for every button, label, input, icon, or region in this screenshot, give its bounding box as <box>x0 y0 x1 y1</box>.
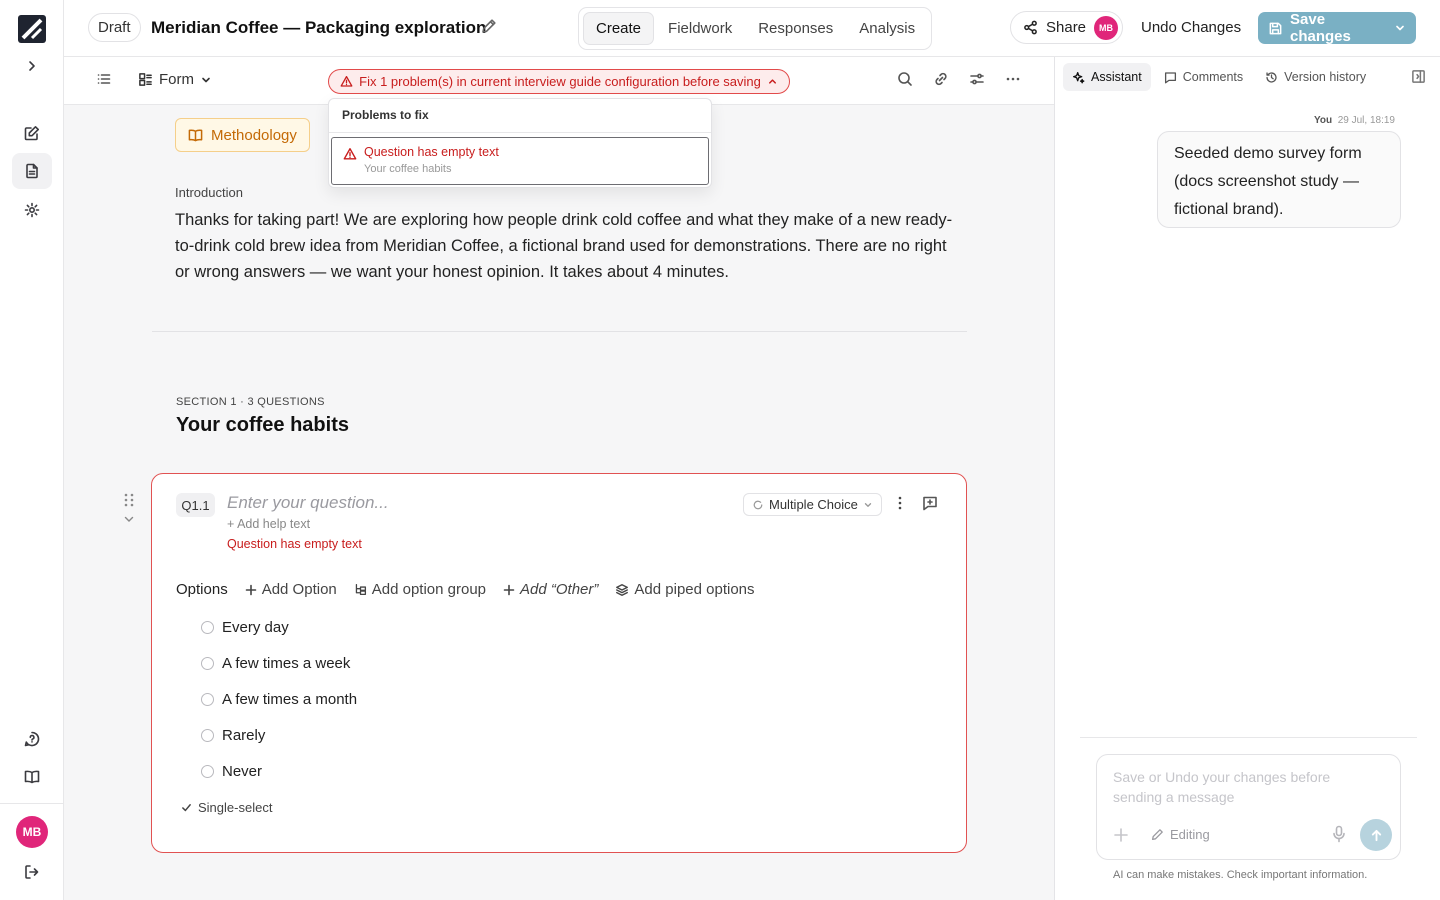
send-button[interactable] <box>1360 819 1392 851</box>
question-type-select[interactable] <box>743 493 882 516</box>
question-menu-icon[interactable] <box>894 495 906 511</box>
tab-assistant[interactable] <box>1063 63 1151 91</box>
warning-icon <box>343 147 357 161</box>
methodology-button[interactable] <box>175 118 310 152</box>
plus-icon <box>503 584 515 596</box>
view-selector-label: Form <box>159 71 194 88</box>
comment-icon <box>1164 71 1177 84</box>
question-card <box>151 473 967 853</box>
tab-analysis[interactable]: Analysis <box>859 20 916 37</box>
editing-mode-button[interactable] <box>1151 827 1210 842</box>
add-option-label: Add Option <box>261 581 337 598</box>
share-button[interactable] <box>1010 11 1123 44</box>
history-icon <box>1265 71 1278 84</box>
list-item[interactable] <box>201 619 289 636</box>
help-chat-icon <box>24 731 40 747</box>
add-other-label: Add “Other” <box>520 581 599 598</box>
rename-title-icon[interactable] <box>481 18 497 34</box>
divider <box>1080 737 1417 738</box>
save-label: Save changes <box>1290 11 1351 45</box>
list-item[interactable] <box>201 763 262 780</box>
rail-help-button[interactable] <box>12 721 52 757</box>
intro-label: Introduction <box>175 185 243 200</box>
option-label[interactable]: Never <box>222 763 263 780</box>
logout-button[interactable] <box>12 854 52 890</box>
selection-mode-label: Single-select <box>198 800 273 815</box>
form-layout-icon <box>138 72 153 87</box>
tab-comments-label: Comments <box>1182 70 1244 84</box>
radio-icon[interactable] <box>201 729 214 742</box>
radio-icon[interactable] <box>201 657 214 670</box>
drag-handle[interactable] <box>122 492 136 530</box>
top-header <box>64 0 1440 57</box>
section-label: SECTION 1 · 3 QUESTIONS <box>176 396 325 408</box>
filter-settings-icon[interactable] <box>969 71 985 87</box>
share-icon <box>1023 20 1038 35</box>
view-selector[interactable] <box>138 71 212 88</box>
rail-document-button[interactable] <box>12 153 52 189</box>
editing-label: Editing <box>1170 827 1210 842</box>
undo-changes-button[interactable]: Undo Changes <box>1141 19 1242 36</box>
selection-mode-toggle[interactable] <box>181 800 272 815</box>
save-changes-button[interactable] <box>1258 12 1416 44</box>
chevron-up-icon <box>767 76 778 87</box>
message-composer <box>1096 754 1401 860</box>
option-label[interactable]: Rarely <box>222 727 266 744</box>
plus-icon[interactable] <box>1113 827 1129 843</box>
panel-tabs <box>1063 63 1375 91</box>
document-icon <box>24 163 40 179</box>
divider <box>152 331 967 332</box>
tab-create[interactable]: Create <box>583 12 654 45</box>
outline-list-icon[interactable] <box>96 71 112 87</box>
options-label: Options <box>176 581 228 598</box>
chevron-down-icon[interactable] <box>1394 22 1406 34</box>
section-title[interactable]: Your coffee habits <box>176 414 349 436</box>
link-icon[interactable] <box>933 71 949 87</box>
comment-icon[interactable] <box>922 495 938 511</box>
problems-heading: Problems to fix <box>342 108 429 122</box>
save-icon <box>1268 21 1283 36</box>
user-message: Seeded demo survey form (docs screenshot study — fictional brand). <box>1157 131 1401 228</box>
sparkles-icon <box>1072 71 1085 84</box>
methodology-label: Methodology <box>211 126 297 144</box>
tab-comments[interactable] <box>1155 63 1252 91</box>
assistant-panel <box>1054 57 1440 900</box>
option-label[interactable]: A few times a week <box>222 655 351 672</box>
app-logo[interactable] <box>17 14 47 44</box>
message-time: 29 Jul, 18:19 <box>1337 115 1395 126</box>
list-item[interactable] <box>201 727 265 744</box>
editor-canvas <box>64 105 1054 900</box>
message-meta <box>1314 115 1395 126</box>
multiple-choice-icon <box>752 499 764 511</box>
problems-dropdown <box>328 98 712 188</box>
message-input[interactable]: Save or Undo your changes before sending a message <box>1113 769 1331 805</box>
group-tree-icon <box>354 583 367 596</box>
intro-text[interactable]: Thanks for taking part! We are exploring how people drink cold coffee and what they make of a new ready-to-drink cold brew idea from Meridian Coffee, a fictional brand used for demonstrations. There are no right or wrong answers — we want your honest opinion. It takes about 4 minutes. <box>175 211 953 281</box>
problem-location: Your coffee habits <box>364 163 452 175</box>
problem-title: Question has empty text <box>364 145 499 159</box>
question-error: Question has empty text <box>227 537 362 551</box>
question-number: Q1.1 <box>176 493 215 517</box>
list-item[interactable] <box>201 655 350 672</box>
pencil-icon <box>1151 828 1164 841</box>
add-option-group-label: Add option group <box>371 581 487 598</box>
problem-item[interactable] <box>331 137 709 185</box>
radio-icon[interactable] <box>201 621 214 634</box>
add-other-button[interactable] <box>503 581 598 598</box>
divider <box>329 132 711 133</box>
search-icon[interactable] <box>897 71 913 87</box>
add-piped-options-button[interactable] <box>615 581 754 598</box>
status-badge: Draft <box>88 13 141 42</box>
logout-icon <box>24 864 40 880</box>
layers-icon <box>615 583 629 597</box>
question-text-input[interactable]: Enter your question... <box>227 493 389 512</box>
message-author: You <box>1314 115 1333 126</box>
radio-icon[interactable] <box>201 693 214 706</box>
collapse-panel-icon[interactable] <box>1411 69 1426 84</box>
book-icon <box>24 769 40 785</box>
options-toolbar <box>176 581 755 598</box>
user-avatar[interactable]: MB <box>16 816 48 848</box>
plus-icon <box>245 584 257 596</box>
main-tabs <box>578 7 932 50</box>
option-label[interactable]: Every day <box>222 619 289 636</box>
more-options-icon[interactable] <box>1005 71 1021 87</box>
share-label: Share <box>1046 19 1087 36</box>
rail-edit-button[interactable] <box>12 115 52 151</box>
add-option-button[interactable] <box>245 581 337 598</box>
rail-divider <box>0 803 64 804</box>
add-piped-options-label: Add piped options <box>634 581 755 598</box>
warning-icon <box>340 75 353 88</box>
tab-responses[interactable]: Responses <box>758 20 834 37</box>
add-option-group-button[interactable] <box>354 581 486 598</box>
microphone-icon[interactable] <box>1331 825 1347 843</box>
chevron-right-icon <box>25 59 39 73</box>
arrow-up-icon <box>1370 829 1383 842</box>
check-icon <box>181 802 192 813</box>
chevron-down-icon <box>863 500 873 510</box>
question-type-label: Multiple Choice <box>769 497 858 512</box>
option-label[interactable]: A few times a month <box>222 691 358 708</box>
tab-version-history-label: Version history <box>1284 70 1367 84</box>
page-title: Meridian Coffee — Packaging exploration <box>151 18 487 37</box>
chevron-down-icon <box>200 74 212 86</box>
ai-disclaimer: AI can make mistakes. Check important information. <box>1113 869 1368 881</box>
problem-banner-text: Fix 1 problem(s) in current interview guide configuration before saving <box>359 74 761 89</box>
tab-fieldwork[interactable]: Fieldwork <box>668 20 733 37</box>
book-icon <box>188 128 203 143</box>
rail-docs-button[interactable] <box>12 759 52 795</box>
edit-icon <box>24 125 40 141</box>
list-item[interactable] <box>201 691 357 708</box>
left-rail <box>0 0 64 900</box>
tab-version-history[interactable] <box>1256 63 1375 91</box>
share-avatar: MB <box>1094 16 1118 40</box>
tab-assistant-label: Assistant <box>1091 70 1142 84</box>
gear-icon <box>24 202 40 218</box>
add-help-text-link[interactable]: + Add help text <box>227 517 311 531</box>
expand-rail-button[interactable] <box>12 48 52 84</box>
rail-settings-button[interactable] <box>12 192 52 228</box>
radio-icon[interactable] <box>201 765 214 778</box>
problem-banner[interactable] <box>328 69 790 94</box>
